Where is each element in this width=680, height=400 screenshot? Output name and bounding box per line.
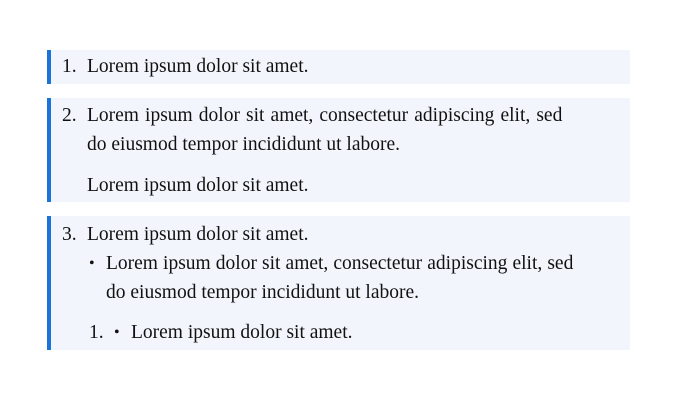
list-item-3-block xyxy=(47,216,630,350)
bullet-item-line1: Lorem ipsum dolor sit amet, consectetur adipiscing elit, sed xyxy=(106,253,574,274)
list-item-1-block xyxy=(47,50,630,84)
list-item-2-paragraph-line1: Lorem ipsum dolor sit amet, consectetur adipiscing elit, sed xyxy=(87,105,563,126)
nested-list-item-text: Lorem ipsum dolor sit amet. xyxy=(131,322,353,343)
nested-bullet-marker: • xyxy=(114,324,120,341)
list-marker-1: 1. xyxy=(62,56,77,77)
list-item-2-paragraph2: Lorem ipsum dolor sit amet. xyxy=(87,175,309,196)
list-item-1-text: Lorem ipsum dolor sit amet. xyxy=(87,56,309,77)
bullet-item-line2: do eiusmod tempor incididunt ut labore. xyxy=(106,282,420,303)
nested-list-marker: 1. xyxy=(89,322,104,343)
list-marker-2: 2. xyxy=(62,105,77,126)
list-item-2-paragraph-line2: do eiusmod tempor incididunt ut labore. xyxy=(87,134,401,155)
list-marker-3: 3. xyxy=(62,224,77,245)
bullet-marker: • xyxy=(89,255,95,272)
list-item-2-block xyxy=(47,98,630,202)
list-item-3-text: Lorem ipsum dolor sit amet. xyxy=(87,224,309,245)
